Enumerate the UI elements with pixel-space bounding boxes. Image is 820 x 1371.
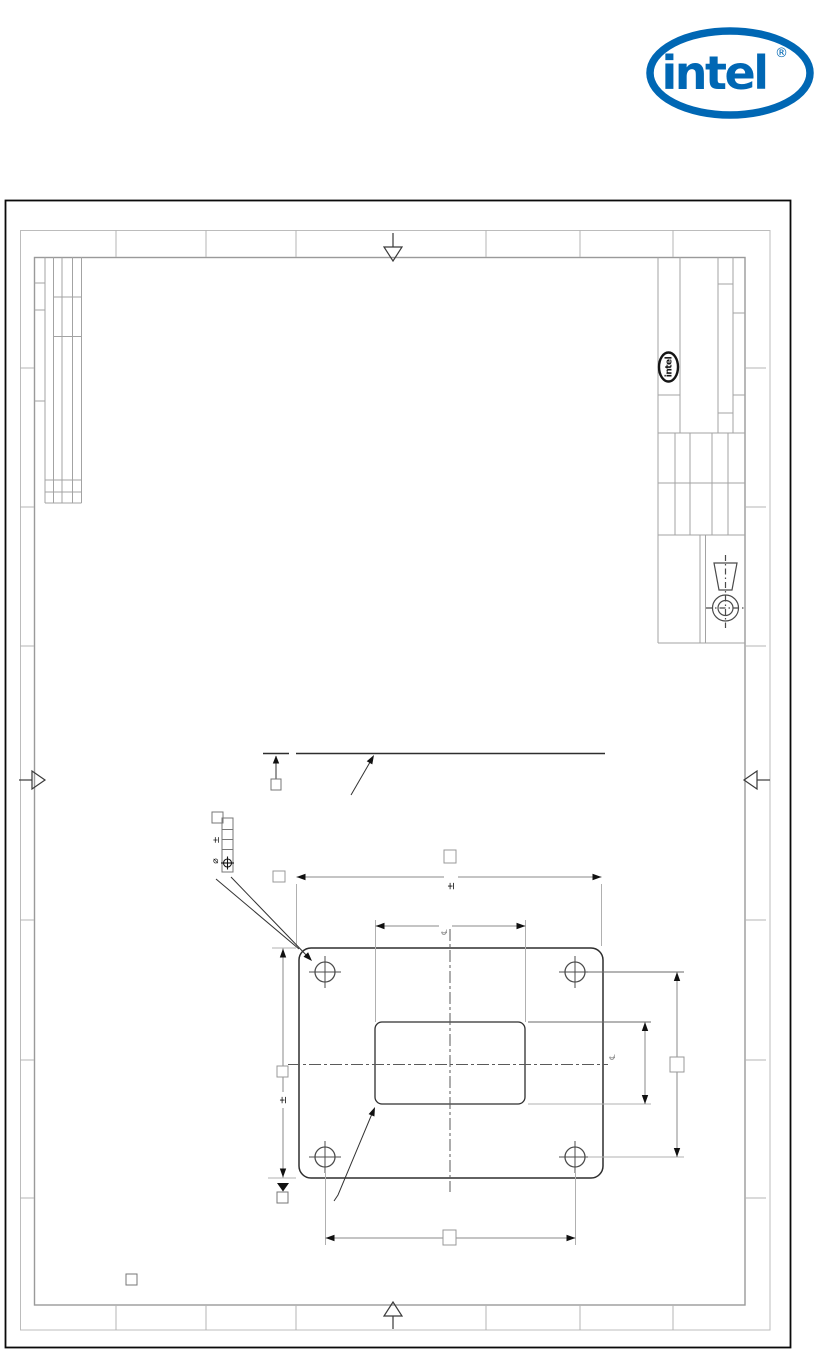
bottom-edge-datum-flag: [277, 1183, 289, 1203]
plan-view: [288, 929, 608, 1192]
missing-text-box: [277, 1066, 288, 1077]
missing-text-box: [444, 850, 456, 863]
intel-logo: [650, 31, 810, 115]
missing-text-box: [670, 1057, 684, 1072]
missing-text-box: [126, 1274, 137, 1285]
position-symbol-icon: [221, 857, 234, 870]
center-marker-left: [19, 771, 45, 789]
revision-table: [35, 257, 82, 503]
side-view-datum-flag: [271, 756, 281, 791]
zone-ticks: [20, 230, 766, 1330]
missing-text-box: [212, 812, 223, 823]
hole-bottom-left: [309, 1141, 341, 1173]
center-marker-right: [744, 771, 770, 789]
third-angle-projection-icon: [706, 555, 745, 628]
missing-text-box: [277, 1192, 288, 1203]
registered-mark: ®: [775, 46, 788, 61]
missing-text-box: [273, 871, 285, 882]
centerline-symbol: ℄: [608, 1054, 617, 1060]
hole-top-left: [309, 956, 341, 988]
hole-bottom-right: [559, 1141, 591, 1173]
title-block: [658, 257, 745, 643]
missing-text-box: [443, 1230, 456, 1245]
plus-minus-symbol: ±: [446, 881, 457, 891]
fcf-leader: [216, 877, 312, 961]
sheet-inner-frame: [35, 258, 746, 1306]
plus-minus-symbol: ±: [212, 836, 222, 844]
dimension-pocket-height: [528, 1022, 651, 1104]
dimension-overall-height: [268, 948, 296, 1203]
pocket-leader: [334, 1107, 375, 1201]
hole-top-right: [559, 956, 591, 988]
plus-minus-symbol: ±: [278, 1095, 289, 1105]
intel-logo-text: intel: [661, 46, 767, 100]
side-view-leader: [351, 755, 374, 795]
title-block-intel-logo-text: intel: [664, 356, 675, 378]
dimension-overall-width: [273, 850, 602, 946]
diameter-symbol: ⌀: [211, 858, 221, 864]
side-view: [263, 754, 605, 796]
center-marker-bottom: [384, 1302, 402, 1329]
centerline-symbol: ℄: [440, 929, 449, 935]
missing-text-box: [271, 779, 281, 790]
plate-outline: [299, 948, 603, 1178]
title-block-intel-logo: [659, 353, 678, 382]
